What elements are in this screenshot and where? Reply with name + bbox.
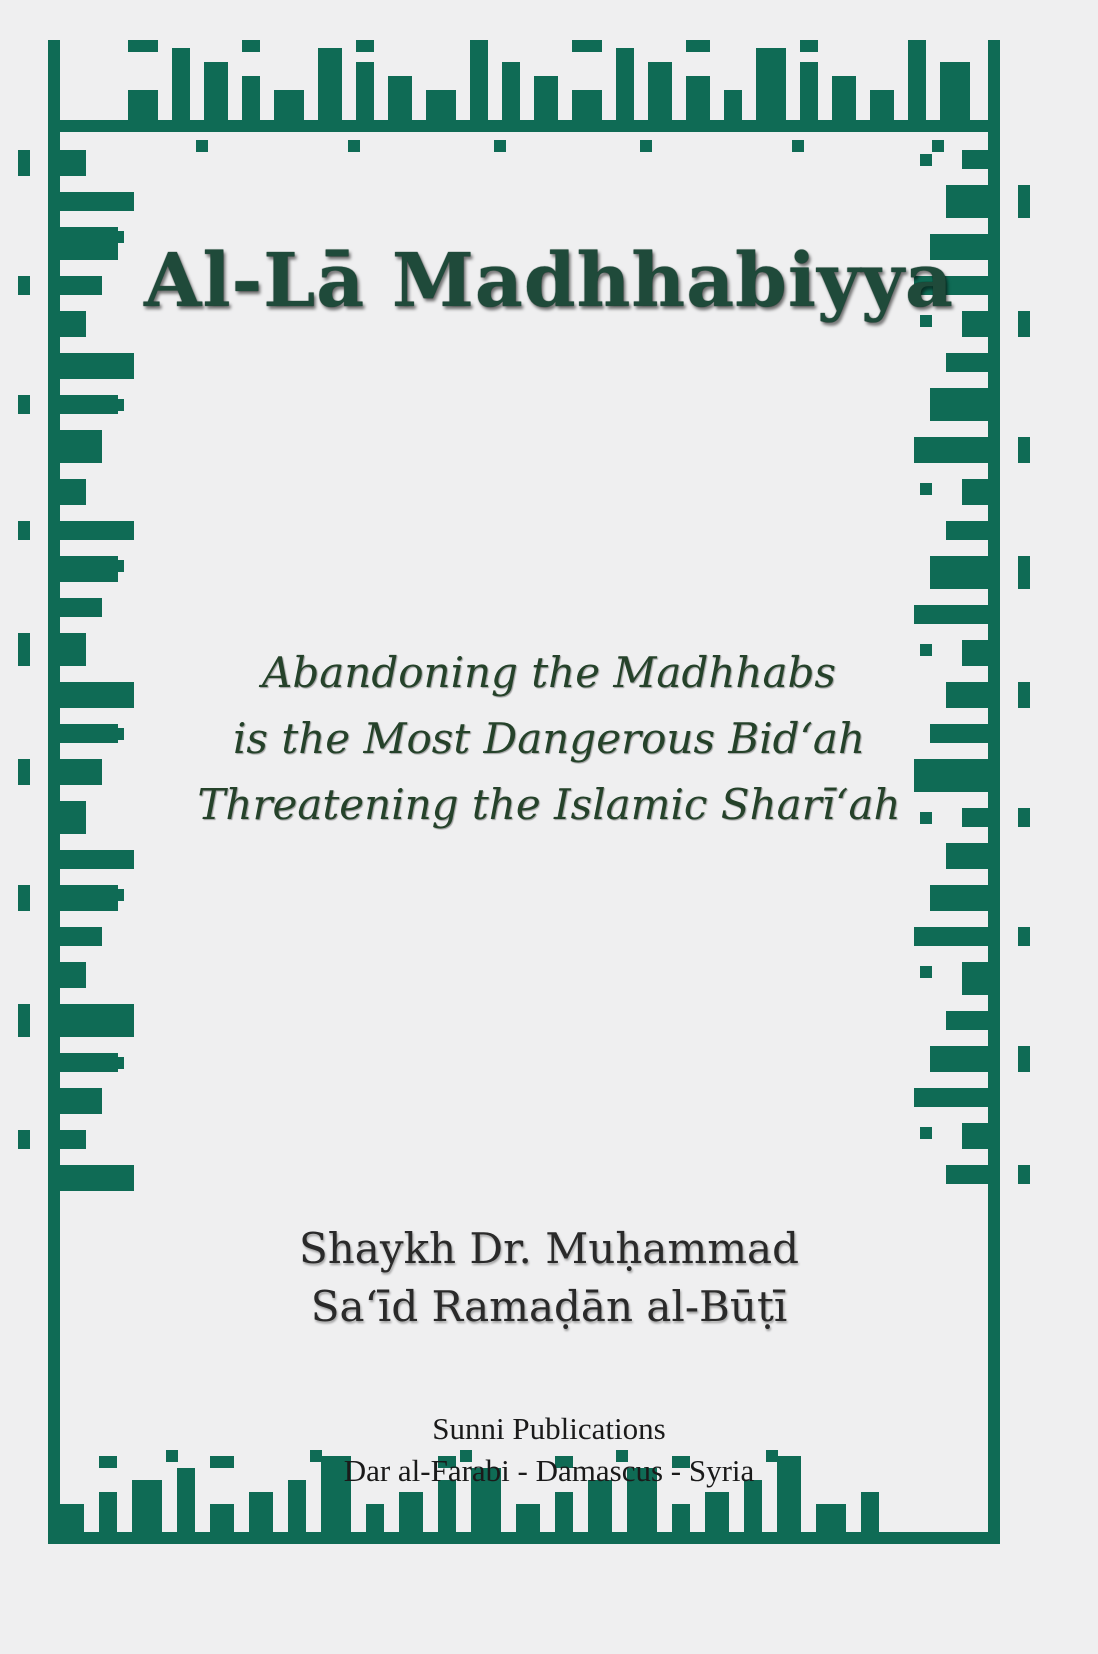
author-line: Shaykh Dr. Muḥammad bbox=[298, 1224, 799, 1273]
publisher-info bbox=[0, 1408, 1098, 1492]
subtitle-line: is the Most Dangerous Bid‘ah bbox=[233, 714, 865, 763]
book-title: Al-Lā Madhhabiyya bbox=[144, 238, 954, 324]
book-subtitle bbox=[0, 640, 1098, 838]
subtitle-line: Abandoning the Madhhabs bbox=[262, 648, 836, 697]
author-name bbox=[0, 1220, 1098, 1336]
subtitle-line: Threatening the Islamic Sharī‘ah bbox=[197, 780, 901, 829]
publisher-name: Sunni Publications bbox=[432, 1411, 666, 1446]
author-line: Sa‘īd Ramaḍān al-Būṭī bbox=[310, 1282, 788, 1331]
publisher-location: Dar al-Farabi - Damascus - Syria bbox=[343, 1453, 755, 1488]
